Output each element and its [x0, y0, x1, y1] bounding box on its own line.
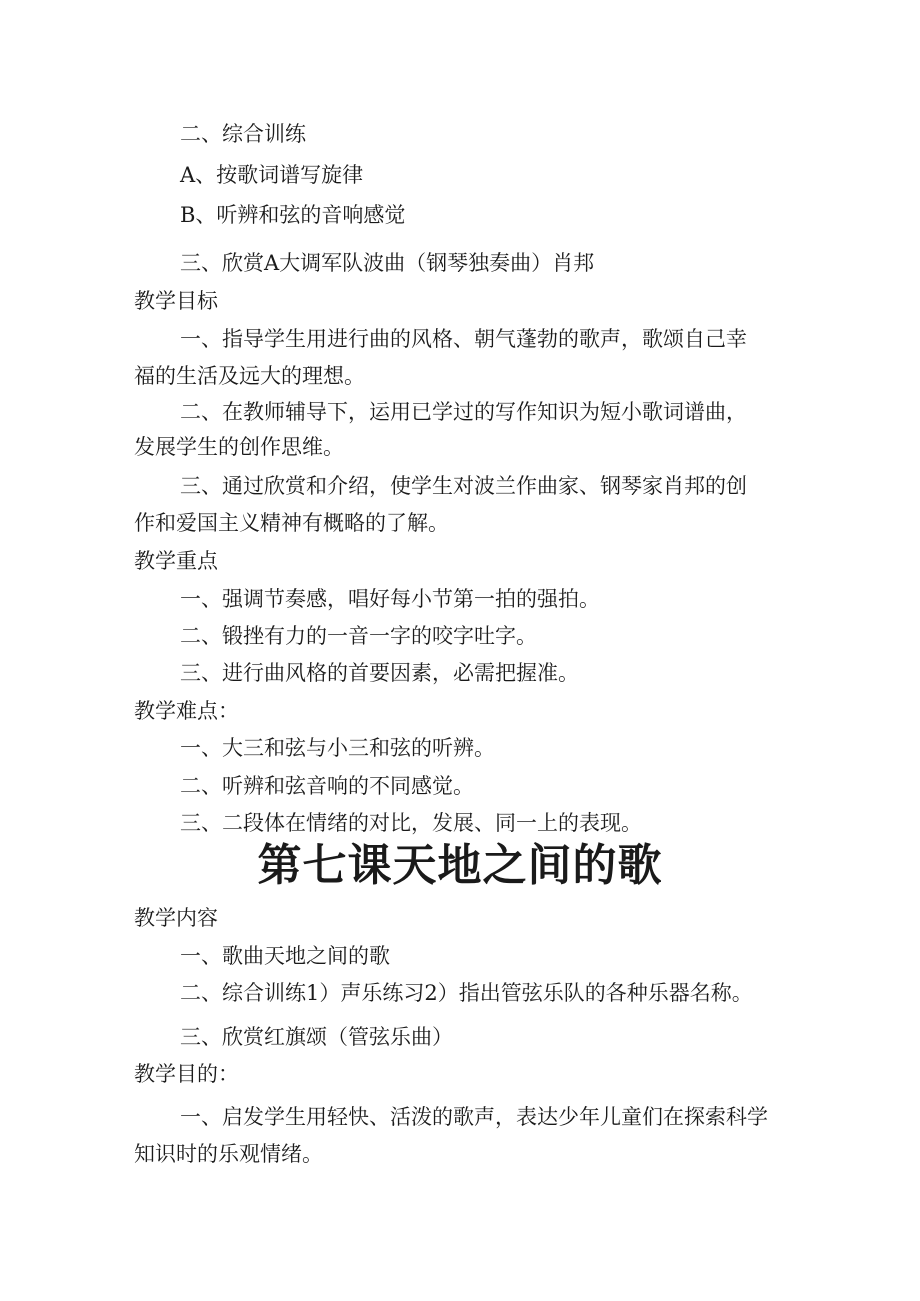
text-line: 二、在教师辅导下，运用已学过的写作知识为短小歌词谱曲， [180, 400, 747, 424]
text-line: 一、强调节奏感，唱好每小节第一拍的强拍。 [180, 587, 600, 611]
text-line: 二、综合训练1）声乐练习2）指出管弦乐队的各种乐器名称。 [180, 981, 753, 1005]
text-line: 二、锻挫有力的一音一字的咬字吐字。 [180, 624, 537, 648]
section-heading: 教学内容 [134, 906, 218, 930]
text-line: 三、通过欣赏和介绍，使学生对波兰作曲家、钢琴家肖邦的创 [180, 474, 747, 498]
section-heading: 教学目的： [134, 1062, 239, 1086]
text-line: 二、听辨和弦音响的不同感觉。 [180, 774, 474, 798]
section-heading: 教学目标 [134, 289, 218, 313]
text-line: 福的生活及远大的理想。 [134, 364, 365, 388]
text-line: 一、大三和弦与小三和弦的听辨。 [180, 736, 495, 760]
text-line: 三、进行曲风格的首要因素，必需把握准。 [180, 661, 579, 685]
text-line: 一、歌曲天地之间的歌 [180, 944, 390, 968]
section-heading: 教学难点： [134, 699, 239, 723]
text-line: 一、启发学生用轻快、活泼的歌声，表达少年儿童们在探索科学 [180, 1105, 768, 1129]
text-line: A、按歌词谱写旋律 [180, 163, 364, 187]
text-line: 发展学生的创作思维。 [134, 435, 344, 459]
text-line: 知识时的乐观情绪。 [134, 1142, 323, 1166]
text-line: 二、综合训练 [180, 122, 306, 146]
text-line: B、听辨和弦的音响感觉 [180, 203, 406, 227]
section-heading: 教学重点 [134, 549, 218, 573]
text-line: 三、二段体在情绪的对比，发展、同一上的表现。 [180, 811, 642, 835]
text-line: 三、欣赏红旗颂（管弦乐曲） [180, 1025, 453, 1049]
text-line: 一、指导学生用进行曲的风格、朝气蓬勃的歌声，歌颂自己幸 [180, 327, 747, 351]
text-line: 三、欣赏A大调军队波曲（钢琴独奏曲）肖邦 [180, 251, 595, 275]
lesson-title: 第七课天地之间的歌 [257, 840, 663, 891]
text-line: 作和爱国主义精神有概略的了解。 [134, 511, 449, 535]
